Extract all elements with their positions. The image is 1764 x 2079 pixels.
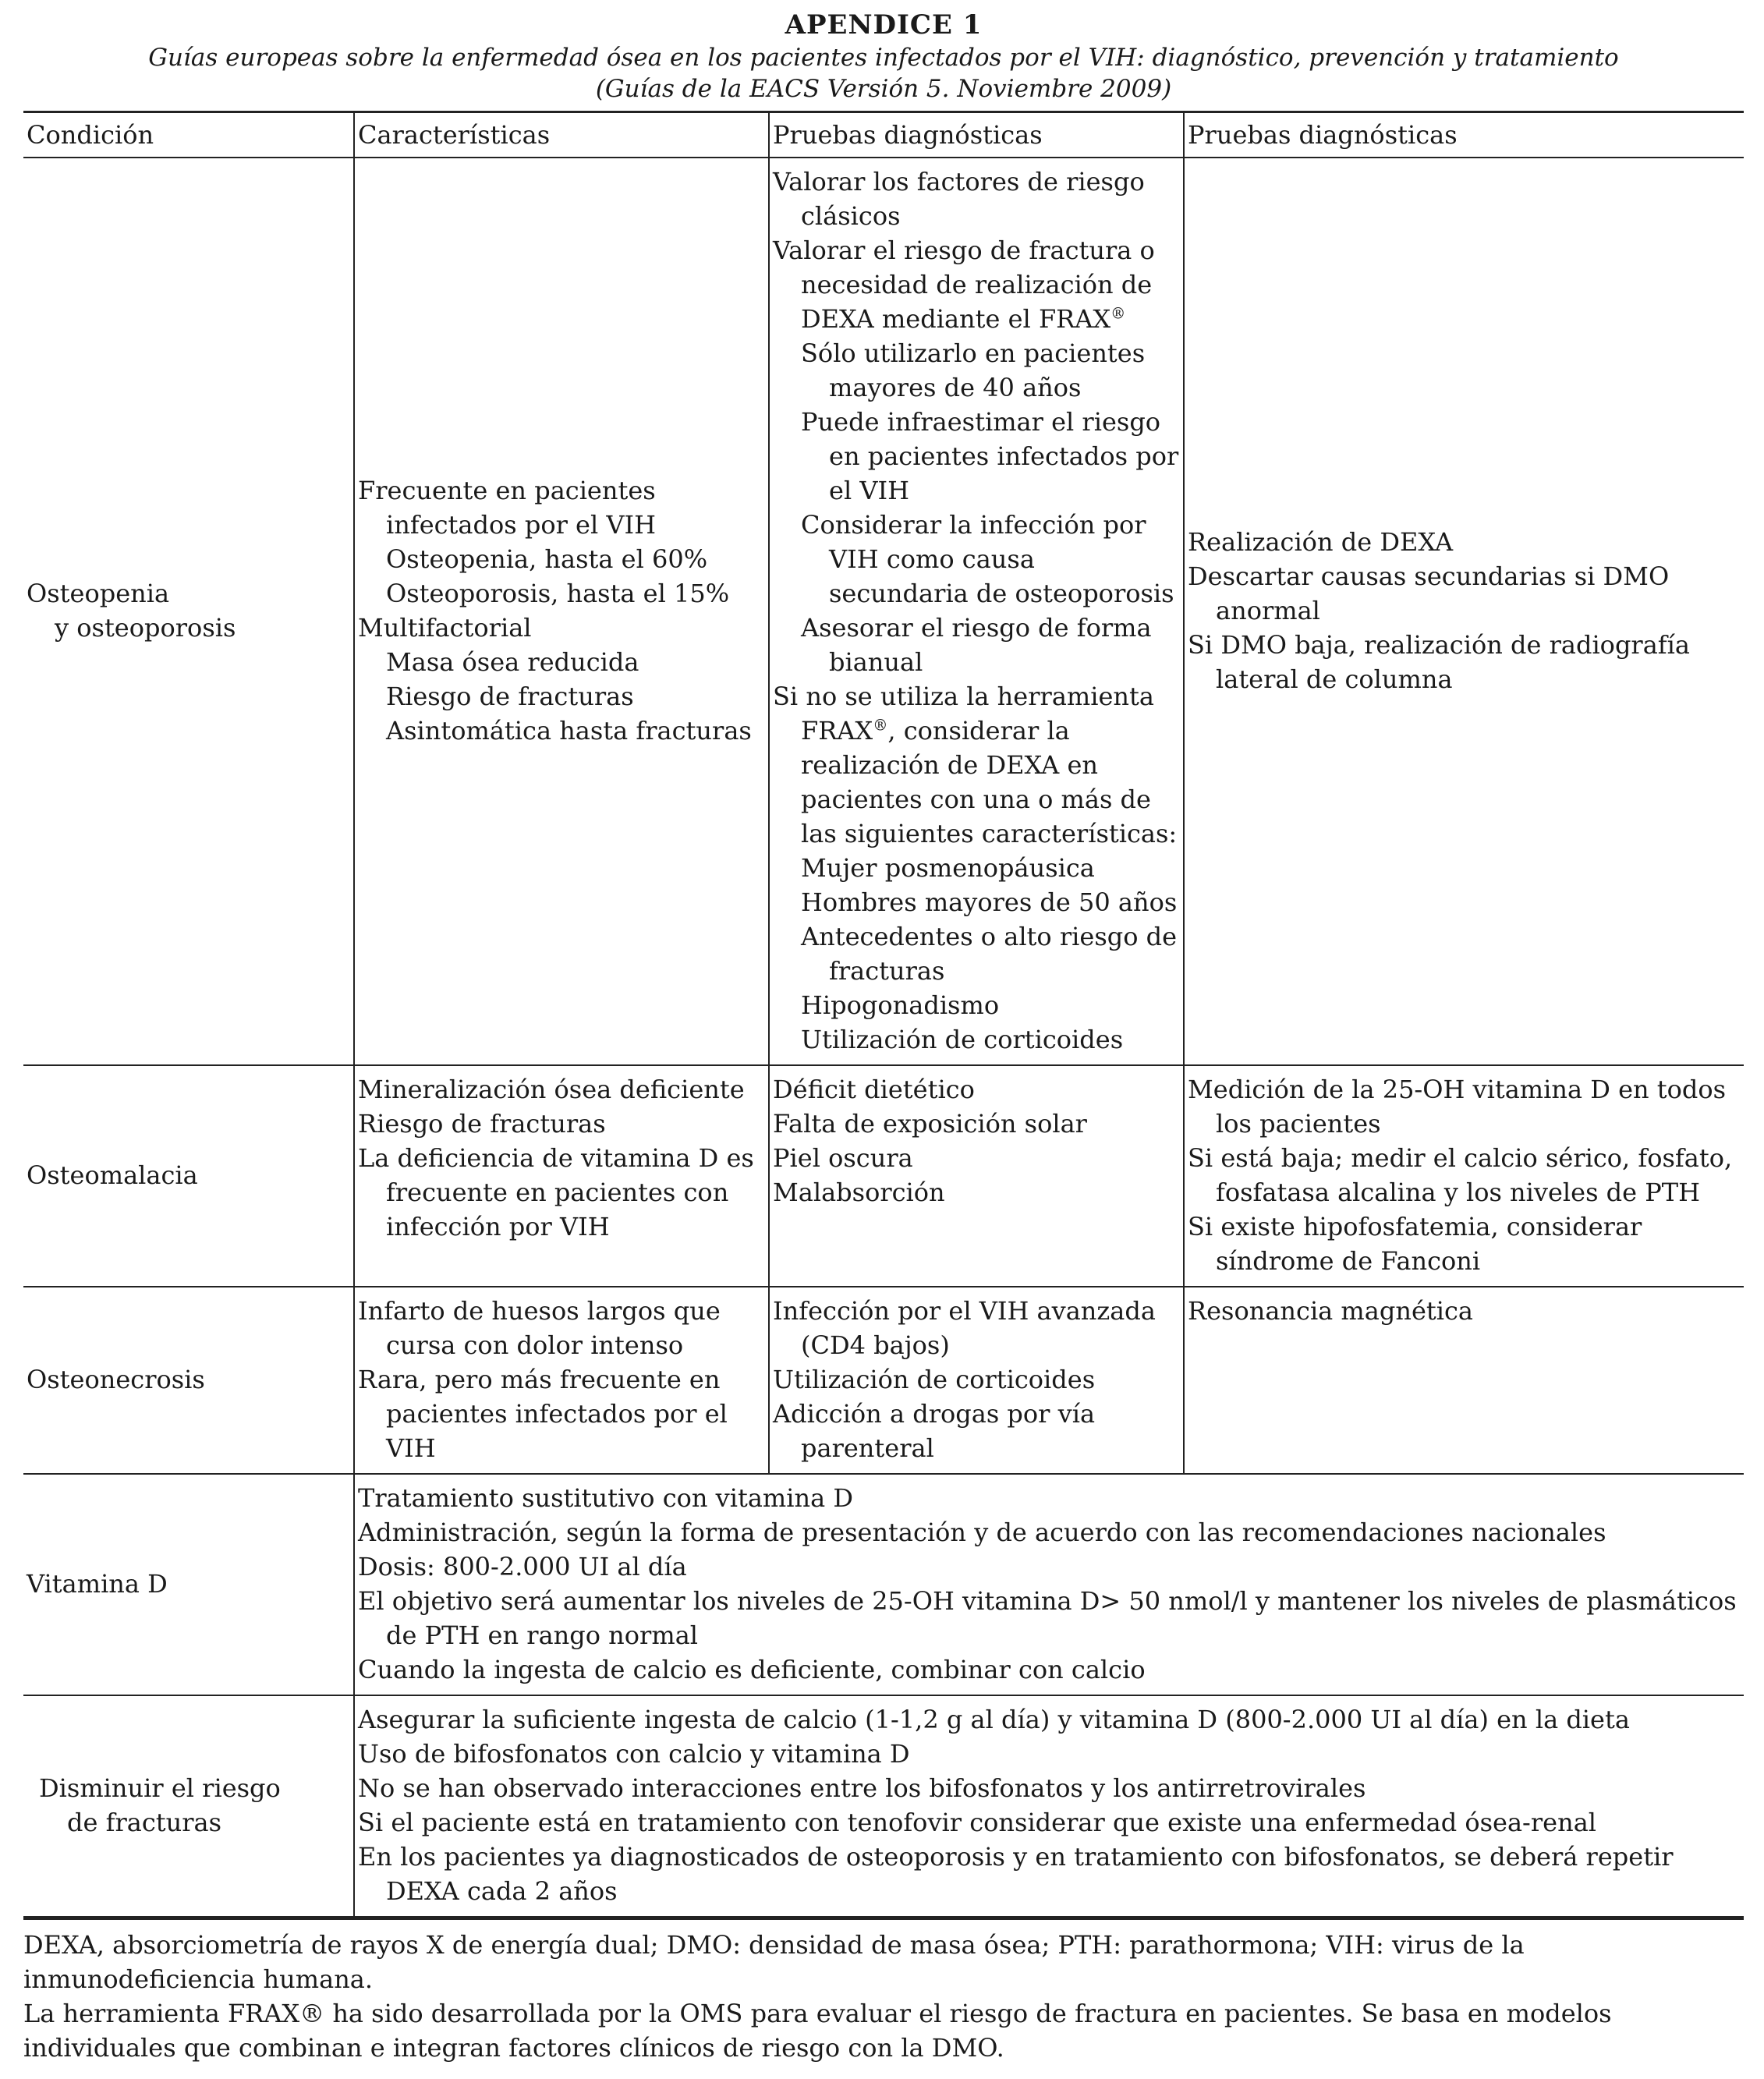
condition-cell xyxy=(23,1287,354,1474)
cell-line: Hipogonadismo xyxy=(801,990,1000,1020)
footnote-abbreviations: DEXA, absorciometría de rayos X de energía dual; DMO: densidad de masa ósea; PTH: parathormona; VIH: virus de la inmunodeficiencia humana. xyxy=(23,1930,1525,1994)
cell-line: Hombres mayores de 50 años xyxy=(801,887,1178,917)
cell-line: Descartar causas secundarias si DMO anormal xyxy=(1188,561,1670,625)
condition-label: Osteomalacia xyxy=(27,1160,198,1190)
cell-line: Masa ósea reducida xyxy=(386,647,639,677)
table-header-row xyxy=(23,112,1744,158)
guidelines-table xyxy=(23,111,1744,1918)
cell-line: Asesorar el riesgo de forma bianual xyxy=(801,613,1152,677)
recommendations-cell xyxy=(354,1474,1744,1695)
cell-line: Utilización de corticoides xyxy=(801,1025,1124,1054)
cell-line: Riesgo de fracturas xyxy=(358,1109,606,1139)
condition-cell xyxy=(23,1474,354,1695)
cell-line: Si existe hipofosfatemia, considerar síndrome de Fanconi xyxy=(1188,1212,1642,1276)
cell-line: Riesgo de fracturas xyxy=(386,682,634,711)
cell-line: Si no se utiliza la herramienta FRAX®, considerar la realización de DEXA en pacientes con una o más de las siguientes características: xyxy=(773,682,1178,848)
cell-line: Tratamiento sustitutivo con vitamina D xyxy=(358,1483,854,1513)
cell-line: Dosis: 800-2.000 UI al día xyxy=(358,1552,687,1581)
cell-line: Considerar la infección por VIH como causa secundaria de osteoporosis xyxy=(801,510,1174,608)
pruebas-cell xyxy=(769,1065,1184,1287)
cell-line: Valorar los factores de riesgo clásicos xyxy=(773,167,1145,231)
condition-cell xyxy=(23,158,354,1065)
header-pruebas-2: Pruebas diagnósticas xyxy=(1184,112,1744,158)
cell-line: Realización de DEXA xyxy=(1188,527,1454,557)
cell-line: Rara, pero más frecuente en pacientes infectados por el VIH xyxy=(358,1365,728,1463)
cell-line: Multifactorial xyxy=(358,613,532,643)
appendix-title: APENDICE 1 xyxy=(785,9,983,41)
cell-line: Si el paciente está en tratamiento con tenofovir considerar que existe una enfermedad ósea-renal xyxy=(358,1808,1597,1837)
cell-line: Antecedentes o alto riesgo de fracturas xyxy=(801,922,1178,986)
cell-line: Si DMO baja, realización de radiografía lateral de columna xyxy=(1188,630,1690,694)
table-row-osteopenia xyxy=(23,158,1744,1065)
cell-line: Cuando la ingesta de calcio es deficiente, combinar con calcio xyxy=(358,1655,1146,1684)
cell-line: Asegurar la suficiente ingesta de calcio (1-1,2 g al día) y vitamina D (800-2.000 UI al día) en la dieta xyxy=(358,1705,1630,1734)
document-page xyxy=(23,8,1744,2065)
cell-line: Uso de bifosfonatos con calcio y vitamina D xyxy=(358,1739,910,1769)
condition-label-line2: de fracturas xyxy=(67,1808,221,1837)
condition-label: Vitamina D xyxy=(27,1569,168,1599)
cell-line: Mineralización ósea deficiente xyxy=(358,1075,745,1104)
cell-line: Medición de la 25-OH vitamina D en todos los pacientes xyxy=(1188,1075,1727,1139)
appendix-subtitle-line2: (Guías de la EACS Versión 5. Noviembre 2009) xyxy=(595,75,1172,103)
cell-line: Malabsorción xyxy=(773,1178,945,1207)
cell-line: Si está baja; medir el calcio sérico, fosfato, fosfatasa alcalina y los niveles de PTH xyxy=(1188,1143,1733,1207)
caracteristicas-cell xyxy=(354,158,769,1065)
cell-line: Puede infraestimar el riesgo en pacientes infectados por el VIH xyxy=(801,407,1179,505)
cell-line: Piel oscura xyxy=(773,1143,913,1173)
cell-line: Asintomática hasta fracturas xyxy=(386,716,752,746)
condition-cell xyxy=(23,1695,354,1917)
cell-line: Falta de exposición solar xyxy=(773,1109,1087,1139)
cell-line: Infarto de huesos largos que cursa con dolor intenso xyxy=(358,1296,721,1360)
pruebas-cell xyxy=(769,1287,1184,1474)
pruebas-2-cell xyxy=(1184,158,1744,1065)
cell-line: Resonancia magnética xyxy=(1188,1296,1473,1326)
cell-line: No se han observado interacciones entre los bifosfonatos y los antirretrovirales xyxy=(358,1773,1366,1803)
caracteristicas-cell xyxy=(354,1065,769,1287)
cell-line: Osteopenia, hasta el 60% xyxy=(386,544,708,574)
header-pruebas: Pruebas diagnósticas xyxy=(769,112,1184,158)
cell-line: Adicción a drogas por vía parenteral xyxy=(773,1399,1096,1463)
cell-line: Déficit dietético xyxy=(773,1075,975,1104)
table-row-vitamina-d xyxy=(23,1474,1744,1695)
condition-cell xyxy=(23,1065,354,1287)
cell-line: La deficiencia de vitamina D es frecuente en pacientes con infección por VIH xyxy=(358,1143,754,1241)
cell-line: Valorar el riesgo de fractura o necesidad de realización de DEXA mediante el FRAX® xyxy=(773,236,1155,334)
pruebas-cell xyxy=(769,158,1184,1065)
pruebas-2-cell xyxy=(1184,1065,1744,1287)
footnote-frax: La herramienta FRAX® ha sido desarrollada por la OMS para evaluar el riesgo de fractura en pacientes. Se basa en modelos individuales que combinan e integran factores clínicos de riesgo con la DMO. xyxy=(23,1999,1612,2063)
condition-label-line2: y osteoporosis xyxy=(55,613,236,643)
cell-line: Osteoporosis, hasta el 15% xyxy=(386,579,730,608)
cell-line: Administración, según la forma de presentación y de acuerdo con las recomendaciones nacionales xyxy=(358,1518,1606,1547)
cell-line: Sólo utilizarlo en pacientes mayores de 40 años xyxy=(801,338,1146,402)
condition-label: Osteonecrosis xyxy=(27,1365,205,1394)
caracteristicas-cell xyxy=(354,1287,769,1474)
condition-label-line1: Disminuir el riesgo xyxy=(39,1773,281,1803)
table-row-fracturas xyxy=(23,1695,1744,1917)
header-condicion: Condición xyxy=(23,112,354,158)
header-caracteristicas: Características xyxy=(354,112,769,158)
cell-line: Utilización de corticoides xyxy=(773,1365,1096,1394)
appendix-subtitle-line1: Guías europeas sobre la enfermedad ósea en los pacientes infectados por el VIH: diagnóstico, prevención y tratamiento xyxy=(148,44,1619,72)
footnotes xyxy=(23,1918,1744,2065)
table-row-osteonecrosis xyxy=(23,1287,1744,1474)
condition-label-line1: Osteopenia xyxy=(27,579,170,608)
cell-line: Infección por el VIH avanzada (CD4 bajos) xyxy=(773,1296,1156,1360)
cell-line: El objetivo será aumentar los niveles de 25-OH vitamina D> 50 nmol/l y mantener los niveles de plasmáticos de PTH en rango normal xyxy=(358,1586,1737,1650)
cell-line: Mujer posmenopáusica xyxy=(801,853,1095,883)
table-row-osteomalacia xyxy=(23,1065,1744,1287)
recommendations-cell xyxy=(354,1695,1744,1917)
pruebas-2-cell xyxy=(1184,1287,1744,1474)
cell-line: Frecuente en pacientes infectados por el VIH xyxy=(358,476,657,540)
cell-line: En los pacientes ya diagnosticados de osteoporosis y en tratamiento con bifosfonatos, se deberá repetir DEXA cada 2 años xyxy=(358,1842,1674,1906)
